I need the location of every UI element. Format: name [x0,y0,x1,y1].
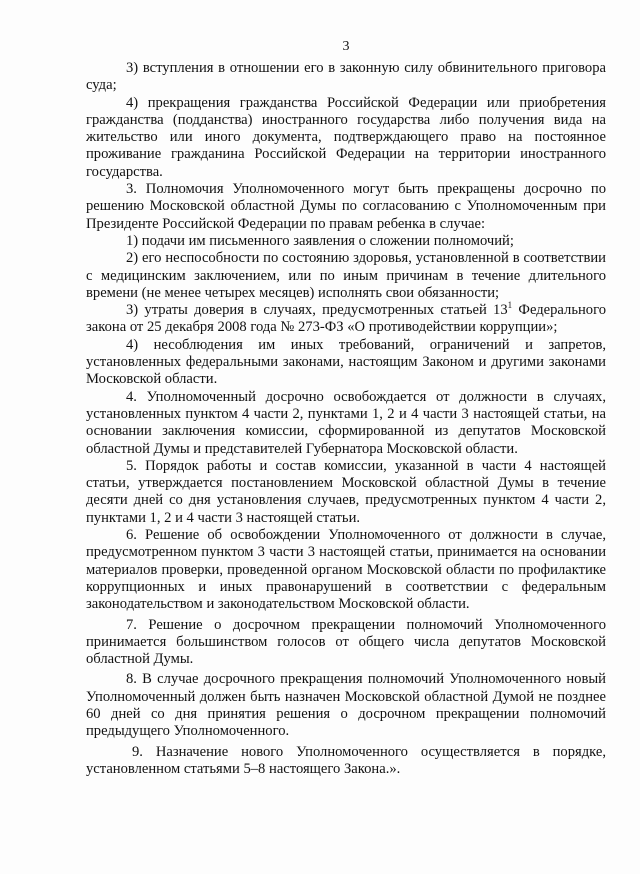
paragraph-with-superscript [86,302,606,337]
document-body [86,60,606,778]
page-number: 3 [342,39,350,54]
paragraph: 1) подачи им письменного заявления о сложении полномочий; [126,232,514,249]
paragraph-text: Федерального закона от 25 декабря 2008 года № 273-ФЗ «О противодействии коррупции»; [86,302,606,336]
paragraph: 7. Решение о досрочном прекращении полномочий Уполномоченного принимается большинством голосов от общего числа депутатов Московской областной Думы. [86,616,606,668]
paragraph: 4) несоблюдения им иных требований, ограничений и запретов, установленных федеральными законами, настоящим Законом и другими законами Московской области. [86,336,606,388]
paragraph-text: 3) утраты доверия в случаях, предусмотренных статьей 13 [126,302,508,319]
article-superscript: 1 [507,300,513,311]
paragraph: 3. Полномочия Уполномоченного могут быть прекращены досрочно по решению Московской областной Думы по согласованию с Уполномоченным при Президенте Российской Федерации по правам ребенка в случае: [86,181,606,232]
paragraph: 4) прекращения гражданства Российской Федерации или приобретения гражданства (подданства) иностранного государства либо получения вида на жительство или иного документа, подтверждающего право на постоянное проживание гражданина Российской Федерации на территории иностранного государства. [86,94,606,180]
paragraph: 2) его неспособности по состоянию здоровья, установленной в соответствии с медицинским заключением, или по иным причинам в течение длительного времени (не менее четырех месяцев) исполнять свои обязанности; [86,250,606,301]
paragraph: 5. Порядок работы и состав комиссии, указанной в части 4 настоящей статьи, утверждается постановлением Московской областной Думы в течение десяти дней со дня установления случаев, предусмотренных пунктом 4 части 2, пунктами 1, 2 и 4 части 3 настоящей статьи. [86,457,606,526]
paragraph: 8. В случае досрочного прекращения полномочий Уполномоченного новый Уполномоченный должен быть назначен Московской областной Думой не позднее 60 дней со дня принятия решения о досрочном прекращении полномочий предыдущего Уполномоченного. [86,671,606,740]
paragraph: 3) вступления в отношении его в законную силу обвинительного приговора суда; [86,60,606,94]
paragraph: 4. Уполномоченный досрочно освобождается от должности в случаях, установленных пунктом 4 части 2, пунктами 1, 2 и 4 части 3 настоящей статьи, на основании заключения комиссии, сформированной из депутатов Московской областной Думы и представителей Губернатора Московской области. [86,388,606,457]
paragraph: 6. Решение об освобождении Уполномоченного от должности в случае, предусмотренном пунктом 3 части 3 настоящей статьи, принимается на основании материалов проверки, проведенной органом Московской области по профилактике коррупционных и иных правонарушений в соответствии с федеральным законодательством и законодательством Московской области. [86,527,606,613]
paragraph: 9. Назначение нового Уполномоченного осуществляется в порядке, установленном статьями 5–8 настоящего Закона.». [86,743,606,777]
